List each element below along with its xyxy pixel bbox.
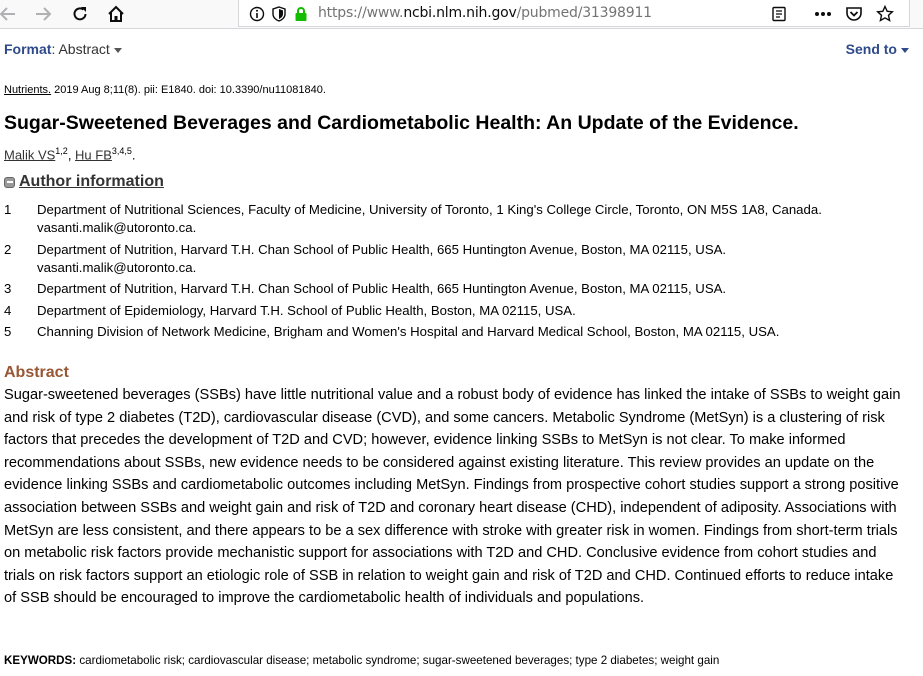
author-link[interactable]: Hu FB (75, 147, 112, 163)
keywords (4, 654, 719, 667)
lock-icon[interactable] (292, 5, 310, 23)
send-to-label: Send to (845, 41, 897, 57)
affiliation-item (4, 323, 904, 341)
author-info-label[interactable]: Author information (19, 173, 164, 190)
author-separator: , (67, 147, 76, 163)
chevron-down-icon (901, 48, 909, 53)
chevron-down-icon (114, 48, 122, 53)
affiliation-number: 2 (4, 241, 12, 257)
url-text[interactable]: https://www.ncbi.nlm.nih.gov/pubmed/31398911 (318, 5, 652, 21)
journal-link[interactable]: Nutrients. (4, 84, 52, 96)
info-icon[interactable] (248, 5, 266, 23)
affiliation-text: Channing Division of Network Medicine, Brigham and Women's Hospital and Harvard Medical School, Boston, MA 02115, USA. (37, 324, 780, 339)
keywords-label: KEYWORDS: (4, 654, 77, 667)
format-selector[interactable] (4, 41, 122, 57)
affiliation-item (4, 241, 904, 277)
abstract-heading: Abstract (4, 364, 69, 381)
browser-toolbar (0, 0, 923, 29)
affiliation-number: 5 (4, 324, 12, 339)
send-to-button[interactable] (846, 41, 909, 57)
citation (4, 84, 326, 96)
reload-icon[interactable] (67, 2, 93, 26)
tracking-shield-icon[interactable] (270, 5, 288, 23)
affiliation-email: vasanti.malik@utoronto.ca. (37, 259, 197, 275)
format-value: : Abstract (51, 41, 110, 57)
collapse-icon[interactable] (4, 177, 15, 188)
citation-details: 2019 Aug 8;11(8). pii: E1840. doi: 10.3390/nu11081840. (51, 84, 326, 96)
author-affiliation-refs: 1,2 (55, 146, 68, 156)
affiliation-text: Department of Epidemiology, Harvard T.H. School of Public Health, Boston, MA 02115, USA. (37, 302, 576, 318)
author-info-toggle[interactable] (4, 173, 164, 191)
affiliation-number: 1 (4, 202, 12, 217)
affiliation-text: Department of Nutritional Sciences, Faculty of Medicine, University of Toronto, 1 King's College Circle, Toronto, ON M5S 1A8, Canada. (37, 202, 822, 217)
back-icon[interactable] (0, 2, 20, 26)
keywords-text: cardiometabolic risk; cardiovascular disease; metabolic syndrome; sugar-sweetened beverages; type 2 diabetes; weight gain (76, 654, 720, 667)
author-separator: . (131, 147, 136, 163)
more-icon[interactable] (810, 2, 836, 26)
author-list (4, 146, 136, 162)
affiliation-item (4, 280, 904, 298)
article-title: Sugar-Sweetened Beverages and Cardiometabolic Health: An Update of the Evidence. (4, 112, 799, 134)
format-label: Format (4, 41, 52, 57)
affiliation-email: vasanti.malik@utoronto.ca. (37, 220, 197, 235)
affiliation-number: 3 (4, 281, 12, 296)
affiliation-text: Department of Nutrition, Harvard T.H. Chan School of Public Health, 665 Huntington Avenue, Boston, MA 02115, USA. (37, 241, 727, 257)
author-affiliation-refs: 3,4,5 (111, 146, 132, 156)
affiliation-list (4, 201, 904, 345)
affiliation-text: Department of Nutrition, Harvard T.H. Chan School of Public Health, 665 Huntington Avenue, Boston, MA 02115, USA. (37, 281, 727, 296)
author-link[interactable]: Malik VS (4, 147, 56, 163)
forward-icon[interactable] (31, 2, 57, 26)
pocket-icon[interactable] (841, 2, 867, 26)
abstract-text: Sugar-sweetened beverages (SSBs) have little nutritional value and a robust body of evidence has linked the intake of SSBs to weight gain and risk of type 2 diabetes (T2D), cardiovascular disease (CVD), and some cancers. Metabolic Syndrome (MetSyn) is a clustering of risk factors that precedes the development of T2D and CVD; however, evidence linking SSBs to MetSyn is not clear. To make informed recommendations about SSBs, new evidence needs to be considered against existing literature. This review provides an update on the evidence linking SSBs and cardiometabolic outcomes including MetSyn. Findings from prospective cohort studies support a strong positive association between SSBs and weight gain and risk of T2D and coronary heart disease (CHD), independent of adiposity. Associations with MetSyn are less consistent, and there appears to be a sex difference with stroke with greater risk in women. Findings from short-term trials on metabolic risk factors provide mechanistic support for associations with T2D and CHD. Conclusive evidence from cohort studies and trials on risk factors support an etiologic role of SSB in relation to weight gain and risk of T2D and CHD. Continued efforts to reduce intake of SSB should be encouraged to improve the cardiometabolic health of individuals and populations. (4, 387, 901, 607)
affiliation-item (4, 201, 904, 237)
affiliation-item (4, 302, 904, 320)
reader-view-icon[interactable] (766, 2, 792, 26)
affiliation-number: 4 (4, 302, 12, 318)
bookmark-star-icon[interactable] (872, 2, 898, 26)
home-icon[interactable] (103, 2, 129, 26)
